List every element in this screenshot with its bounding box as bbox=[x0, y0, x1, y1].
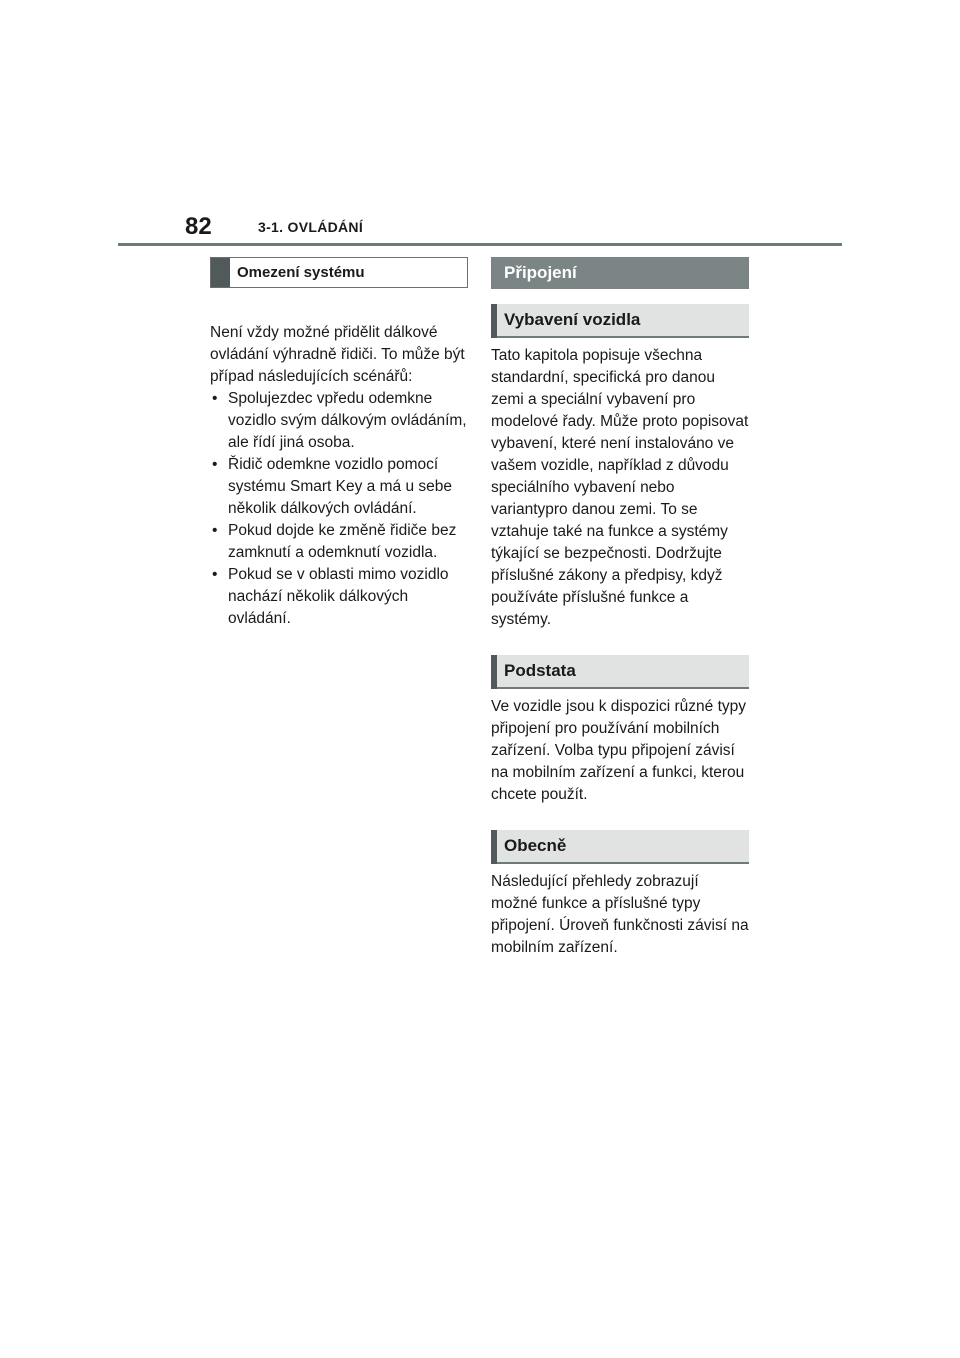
section-text-general: Následující přehledy zobrazují možné funkce a příslušné typy připojení. Úroveň funkčnosti závisí na mobilním zařízení. bbox=[491, 873, 749, 956]
chapter-title: 3-1. OVLÁDÁNÍ bbox=[258, 219, 364, 235]
left-column bbox=[210, 257, 468, 630]
list-item: • Řidič odemkne vozidlo pomocí systému Smart Key a má u sebe několik dálkových ovládání. bbox=[210, 454, 468, 520]
sub-heading-principle: Podstata bbox=[491, 655, 749, 689]
right-column bbox=[491, 257, 749, 959]
list-item: • Spolujezdec vpředu odemkne vozidlo svým dálkovým ovládáním, ale řídí jiná osoba. bbox=[210, 388, 468, 454]
list-item: • Pokud se v oblasti mimo vozidlo nachází několik dálkových ovládání. bbox=[210, 564, 468, 630]
section-heading-system-limits: Omezení systému bbox=[210, 257, 468, 288]
sub-heading-general: Obecně bbox=[491, 830, 749, 864]
list-item: • Pokud dojde ke změně řidiče bez zamknutí a odemknutí vozidla. bbox=[210, 520, 468, 564]
sub-heading-vehicle-equipment: Vybavení vozidla bbox=[491, 304, 749, 338]
left-bullet-list bbox=[210, 388, 468, 630]
section-text-principle: Ve vozidle jsou k dispozici různé typy připojení pro používání mobilních zařízení. Volba typu připojení závisí na mobilním zařízení a funkci, kterou chcete použít. bbox=[491, 698, 747, 803]
section-text-vehicle-equipment: Tato kapitola popisuje všechna standardní, specifická pro danou zemi a speciální vybavení pro modelové řady. Může proto popisovat vybavení, které není instalováno ve vašem vozidle, například z důvodu speciálního vybavení nebo variantypro danou zemi. To se vztahuje také na funkce a systémy týkající se bezpečnosti. Dodržujte příslušné zákony a předpisy, když používáte příslušné funkce a systémy. bbox=[491, 347, 749, 628]
left-intro-text: Není vždy možné přidělit dálkové ovládání výhradně řidiči. To může být případ následujících scénářů: bbox=[210, 324, 465, 385]
page-number: 82 bbox=[185, 213, 212, 240]
header-rule bbox=[118, 243, 842, 246]
main-heading-connection: Připojení bbox=[491, 257, 749, 289]
